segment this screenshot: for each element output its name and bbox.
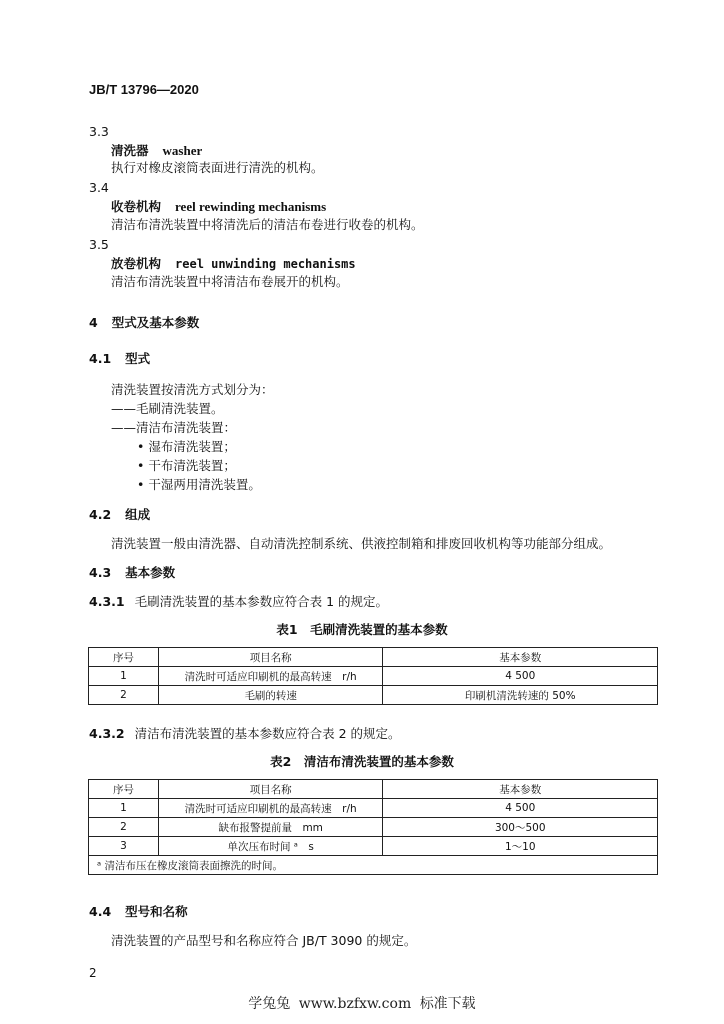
- table-header-cell: 序号: [89, 648, 159, 667]
- table-note-row: [89, 856, 658, 875]
- watermark-line: [0, 993, 724, 1013]
- table-header-cell: 项目名称: [158, 648, 383, 667]
- section-heading-4-4: 4.4 型号和名称: [89, 904, 188, 919]
- table-header-cell: 基本参数: [383, 780, 658, 799]
- term-zh: 放卷机构: [111, 256, 162, 271]
- table-cell: 1～10: [383, 837, 658, 856]
- section-heading-4: 4 型式及基本参数: [89, 315, 200, 330]
- term-heading: [111, 254, 356, 272]
- table-row: [89, 667, 658, 686]
- table-row: [89, 818, 658, 837]
- table-header-cell: 序号: [89, 780, 159, 799]
- term-definition: 清洁布清洗装置中将清洁布卷展开的机构。: [111, 274, 349, 289]
- table-cell: 毛刷的转速: [158, 686, 383, 705]
- table-cell: 1: [89, 799, 159, 818]
- watermark-url[interactable]: www.bzfxw.com: [298, 996, 412, 1012]
- bullet-item: • 湿布清洗装置；: [137, 439, 236, 454]
- bullet-item: • 干布清洗装置；: [137, 458, 236, 473]
- section-heading-4-2: 4.2 组成: [89, 507, 151, 522]
- term-number: 3.4: [89, 180, 109, 195]
- term-heading: [111, 197, 326, 215]
- term-number: 3.3: [89, 124, 109, 139]
- term-zh: 清洗器: [111, 143, 149, 158]
- term-number: 3.5: [89, 237, 109, 252]
- page-number: 2: [89, 966, 97, 980]
- table-cell: 单次压布时间 ᵃ s: [158, 837, 383, 856]
- dash-item: ——清洁布清洗装置：: [111, 420, 237, 435]
- bullet-item: • 干湿两用清洗装置。: [137, 477, 261, 492]
- table-cell: 4 500: [383, 667, 658, 686]
- dash-item: ——毛刷清洗装置。: [111, 401, 224, 416]
- section-heading-4-1: 4.1 型式: [89, 351, 151, 366]
- term-heading: [111, 141, 202, 159]
- term-definition: 清洁布清洗装置中将清洗后的清洁布卷进行收卷的机构。: [111, 217, 424, 232]
- doc-code-header: JB/T 13796—2020: [89, 82, 199, 97]
- term-en: reel unwinding mechanisms: [175, 257, 356, 271]
- term-definition: 执行对橡皮滚筒表面进行清洗的机构。: [111, 160, 324, 175]
- table-cell: 印刷机清洗转速的 50%: [383, 686, 658, 705]
- paragraph: 清洗装置按清洗方式划分为：: [111, 382, 274, 397]
- table-note: ᵃ 清洁布压在橡皮滚筒表面擦洗的时间。: [89, 856, 658, 875]
- table-header-row: [89, 780, 658, 799]
- clause-4-3-1: 4.3.1 毛刷清洗装置的基本参数应符合表 1 的规定。: [89, 594, 388, 609]
- table1-caption: 表1 毛刷清洗装置的基本参数: [276, 622, 448, 637]
- term-en: reel rewinding mechanisms: [175, 199, 327, 214]
- table-cell: 300～500: [383, 818, 658, 837]
- watermark-tagline: 标准下载: [419, 996, 476, 1012]
- term-zh: 收卷机构: [111, 199, 162, 214]
- table-row: [89, 799, 658, 818]
- table-row: [89, 837, 658, 856]
- table-cell: 清洗时可适应印刷机的最高转速 r/h: [158, 799, 383, 818]
- watermark-site-name: 学兔兔: [248, 996, 291, 1012]
- table-cell: 清洗时可适应印刷机的最高转速 r/h: [158, 667, 383, 686]
- table-cell: 4 500: [383, 799, 658, 818]
- term-en: washer: [162, 143, 203, 158]
- table-header-cell: 基本参数: [383, 648, 658, 667]
- paragraph: 清洗装置一般由清洗器、自动清洗控制系统、供液控制箱和排废回收机构等功能部分组成。: [111, 536, 612, 551]
- table-cell: 1: [89, 667, 159, 686]
- table2-caption: 表2 清洁布清洗装置的基本参数: [270, 754, 454, 769]
- section-heading-4-3: 4.3 基本参数: [89, 565, 176, 580]
- clause-4-3-2: 4.3.2 清洁布清洗装置的基本参数应符合表 2 的规定。: [89, 726, 401, 741]
- table-cell: 3: [89, 837, 159, 856]
- table-2: [88, 779, 658, 875]
- table-1: [88, 647, 658, 705]
- table-cell: 2: [89, 686, 159, 705]
- table-cell: 缺布报警提前量 mm: [158, 818, 383, 837]
- table-cell: 2: [89, 818, 159, 837]
- paragraph: 清洗装置的产品型号和名称应符合 JB/T 3090 的规定。: [111, 933, 417, 948]
- table-row: [89, 686, 658, 705]
- table-header-cell: 项目名称: [158, 780, 383, 799]
- table-header-row: [89, 648, 658, 667]
